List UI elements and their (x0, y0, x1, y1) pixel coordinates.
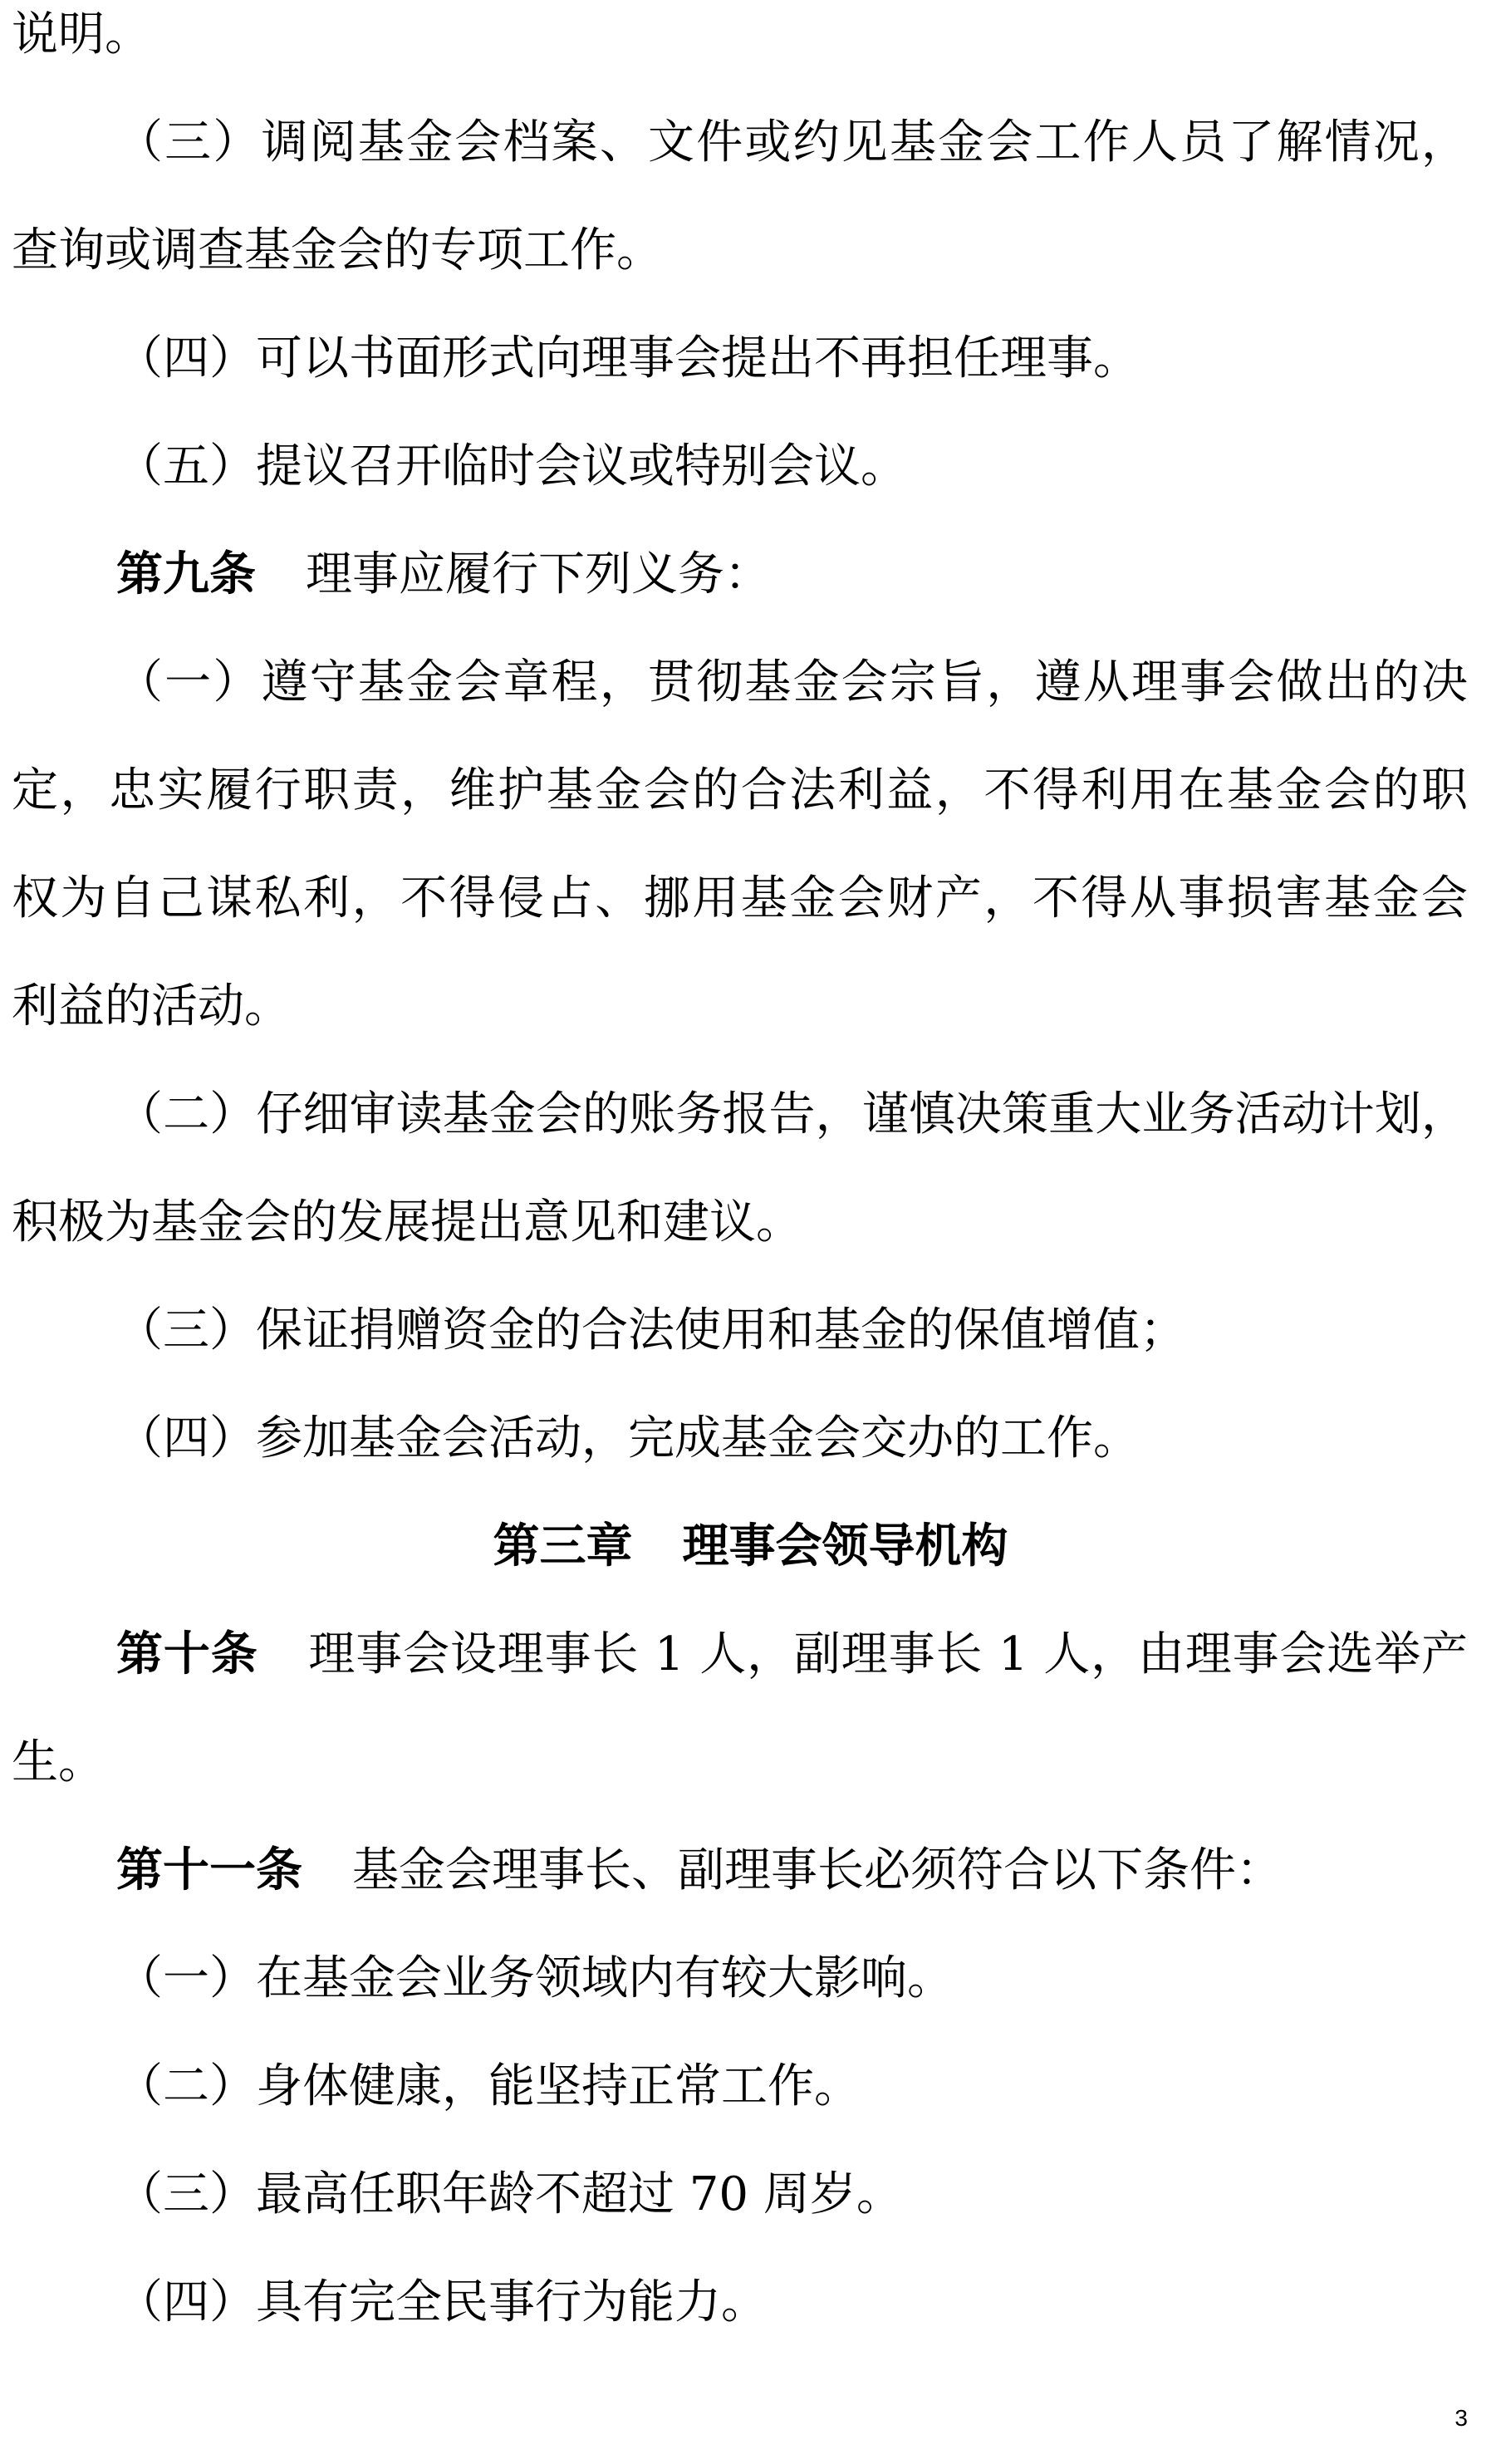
text-line: 说明。 (12, 7, 151, 61)
text-line: （一）在基金会业务领域内有较大影响。 (116, 1951, 954, 2005)
text-line: （一）遵守基金会章程，贯彻基金会宗旨，遵从理事会做出的决 (116, 655, 1468, 709)
article-label: 第十一条 (116, 1843, 302, 1897)
chapter-number: 第三章 (493, 1519, 633, 1573)
text-line: 权为自己谋私利，不得侵占、挪用基金会财产，不得从事损害基金会 (12, 871, 1468, 925)
chapter-heading (0, 1505, 1501, 1588)
text-line: （四）具有完全民事行为能力。 (116, 2275, 768, 2329)
text-line: 定，忠实履行职责，维护基金会的合法利益，不得利用在基金会的职 (12, 763, 1468, 817)
text-line: （四）可以书面形式向理事会提出不再担任理事。 (116, 331, 1140, 385)
article-line: 第十条 理事会设理事长 1 人，副理事长 1 人，由理事会选举产 (116, 1627, 1469, 1681)
article-label: 第九条 (116, 547, 256, 601)
article-line: 第九条 理事应履行下列义务： (116, 547, 771, 601)
text-line: （二）身体健康，能坚持正常工作。 (116, 2059, 861, 2113)
chapter-title: 理事会领导机构 (682, 1519, 1008, 1573)
text-line: （二）仔细审读基金会的账务报告，谨慎决策重大业务活动计划， (116, 1087, 1468, 1141)
text-line: （四）参加基金会活动，完成基金会交办的工作。 (116, 1411, 1140, 1465)
article-line: 第十一条 基金会理事长、副理事长必须符合以下条件： (116, 1843, 1283, 1897)
page-number: 3 (1454, 2405, 1468, 2431)
text-line: （三）保证捐赠资金的合法使用和基金的保值增值； (116, 1303, 1186, 1357)
text-line: 查询或调查基金会的专项工作。 (12, 223, 663, 277)
text-line: 积极为基金会的发展提出意见和建议。 (12, 1195, 802, 1249)
text-line: （三）调阅基金会档案、文件或约见基金会工作人员了解情况， (116, 115, 1468, 169)
text-line: （五）提议召开临时会议或特别会议。 (116, 439, 907, 493)
text-line: 生。 (12, 1735, 105, 1789)
text-line: （三）最高任职年龄不超过 70 周岁。 (116, 2167, 903, 2221)
text-line: 利益的活动。 (12, 979, 291, 1033)
article-label: 第十条 (116, 1627, 258, 1681)
